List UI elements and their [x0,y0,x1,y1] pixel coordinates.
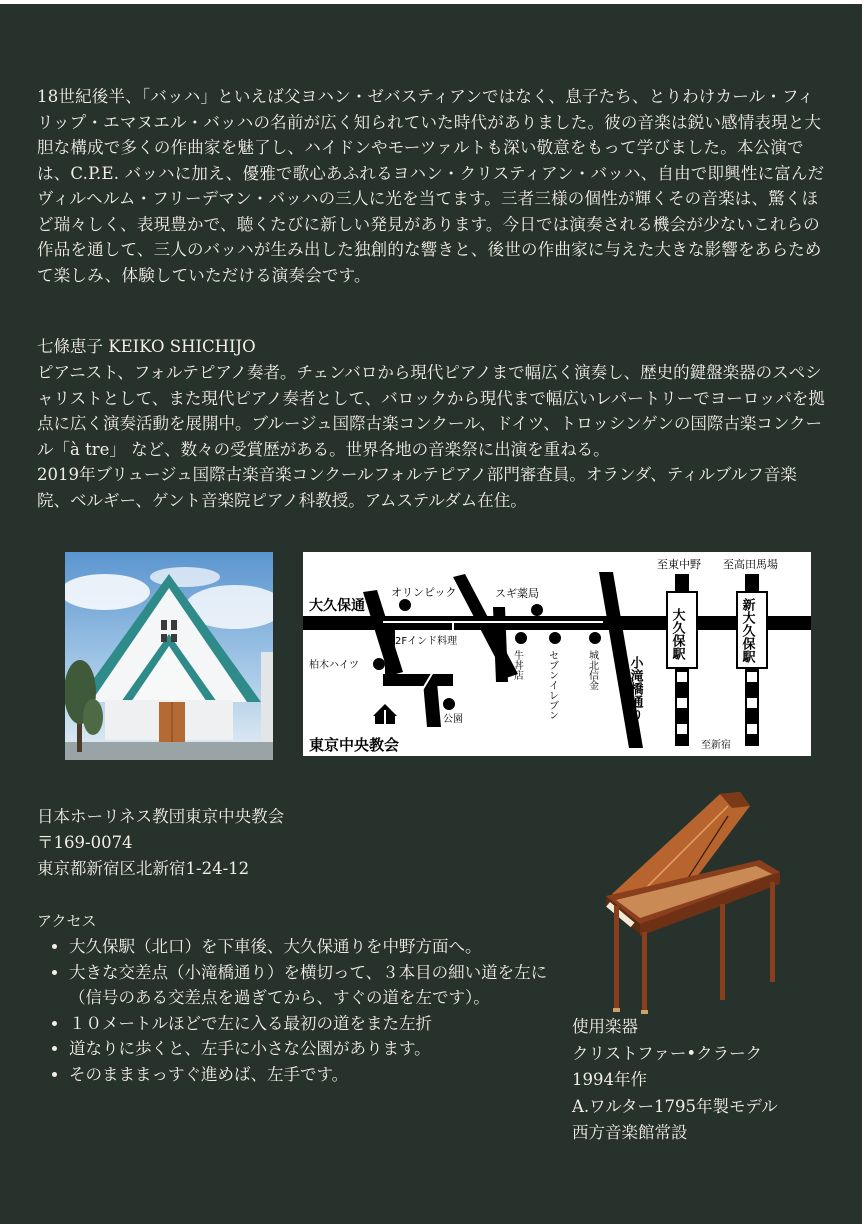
map-label-okubo-street: 大久保通り [309,598,379,614]
access-directions [47,934,569,1087]
map-label-shin-okubo-station: 新大久保駅 [739,598,755,663]
map-label-seven: セブンイレブン [546,650,558,720]
map-label-okubo-station: 大久保駅 [669,608,685,660]
map-label-shinjuku: 至新宿 [701,740,731,751]
access-heading: アクセス [37,912,97,930]
instrument-maker: クリストファー•クラーク [572,1043,763,1063]
map-label-church: 東京中央教会 [309,736,400,754]
access-step: • 大久保駅（北口）を下車後、大久保通りを中野方面へ。 [69,934,569,960]
venue-address [37,804,284,882]
access-map [303,552,811,756]
concert-introduction: 18世紀後半、「バッハ」といえば父ヨハン・ゼバスティアンではなく、息子たち、とりわけカール・フィリップ・エマヌエル・バッハの名前が広く知られていた時代がありました。彼の音楽は鋭い感情表現と大胆な構成で多くの作曲家を魅了し、ハイドンやモーツァルトも深い敬意をもって学びました。本公演では、C.P.E. バッハに加え、優雅で歌心あふれるヨハン・クリスティアン・バッハ、自由で即興性に富んだヴィルヘルム・フリーデマン・バッハの三人に光を当てます。三者三様の個性が輝くその音楽は、驚くほど瑞々しく、表現豊かで、聴くたびに新しい発見があります。今日では演奏される機会が少ないこれらの作品を通して、三人のバッハが生み出した独創的な響きと、後世の作曲家に与えた大きな影響をあらためて楽しみ、体験していただける演奏会です。 [37,87,825,285]
venue-street-address: 東京都新宿区北新宿1-24-12 [37,859,250,878]
map-label-takadanobaba: 至高田馬場 [723,558,778,571]
instrument-model: A.ワルター1795年製モデル [572,1096,778,1116]
map-label-nakano: 至東中野 [657,558,701,571]
instrument-info [572,1014,778,1147]
performer-name: 七條恵子 KEIKO SHICHIJO [37,337,256,356]
instrument-label: 使用楽器 [572,1017,638,1036]
map-label-indian: 2Fインド料理 [395,636,458,647]
performer-bio-paragraph: ピアニスト、フォルテピアノ奏者。チェンバロから現代ピアノまで幅広く演奏し、歴史的鍵盤楽器のスペシャリストとして、また現代ピアノ奏者として、バロックから現代まで幅広いレパートリーでヨーロッパを拠点に広く演奏活動を展開中。ブルージュ国際古楽コンクール、ドイツ、トロッシンゲンの国際古楽コンクール「à tre」 など、数々の受賞歴がある。世界各地の音楽祭に出演を重ねる。 [37,363,825,459]
performer-biography [37,360,829,513]
map-label-johoku: 城北信金 [586,650,598,690]
church-photo [65,552,273,760]
performer-bio-paragraph-2: 2019年ブリュージュ国際古楽音楽コンクールフォルテピアノ部門審査員。オランダ、ティルブルフ音楽院、ベルギー、ゲント音楽院ピアノ科教授。アムステルダム在住。 [37,465,797,510]
map-label-olympic: オリンピック [391,586,457,599]
access-step: • 大きな交差点（小滝橋通り）を横切って、３本目の細い道を左に（信号のある交差点を過ぎてから、すぐの道を左です）。 [69,960,569,1011]
access-step: • １０メートルほどで左に入る最初の道をまた左折 [69,1011,569,1037]
flyer-page [0,4,862,1224]
access-step: • 道なりに歩くと、左手に小さな公園があります。 [69,1036,569,1062]
instrument-location: 西方音楽館常設 [572,1123,688,1142]
access-step: • そのまままっすぐ進めば、左手です。 [69,1062,569,1088]
venue-name: 日本ホーリネス教団東京中央教会 [37,807,285,826]
venue-postal-code: 〒169-0074 [37,833,133,852]
fortepiano-photo [600,786,785,1016]
instrument-year: 1994年作 [572,1070,647,1089]
map-label-sugi: スギ薬局 [495,587,539,600]
map-label-park: 公園 [443,714,463,725]
map-label-otakibashi: 小滝橋通り [627,656,643,721]
map-label-kashiwagi: 柏木ハイツ [309,660,359,671]
map-label-gyudon: 牛丼店 [511,650,523,680]
